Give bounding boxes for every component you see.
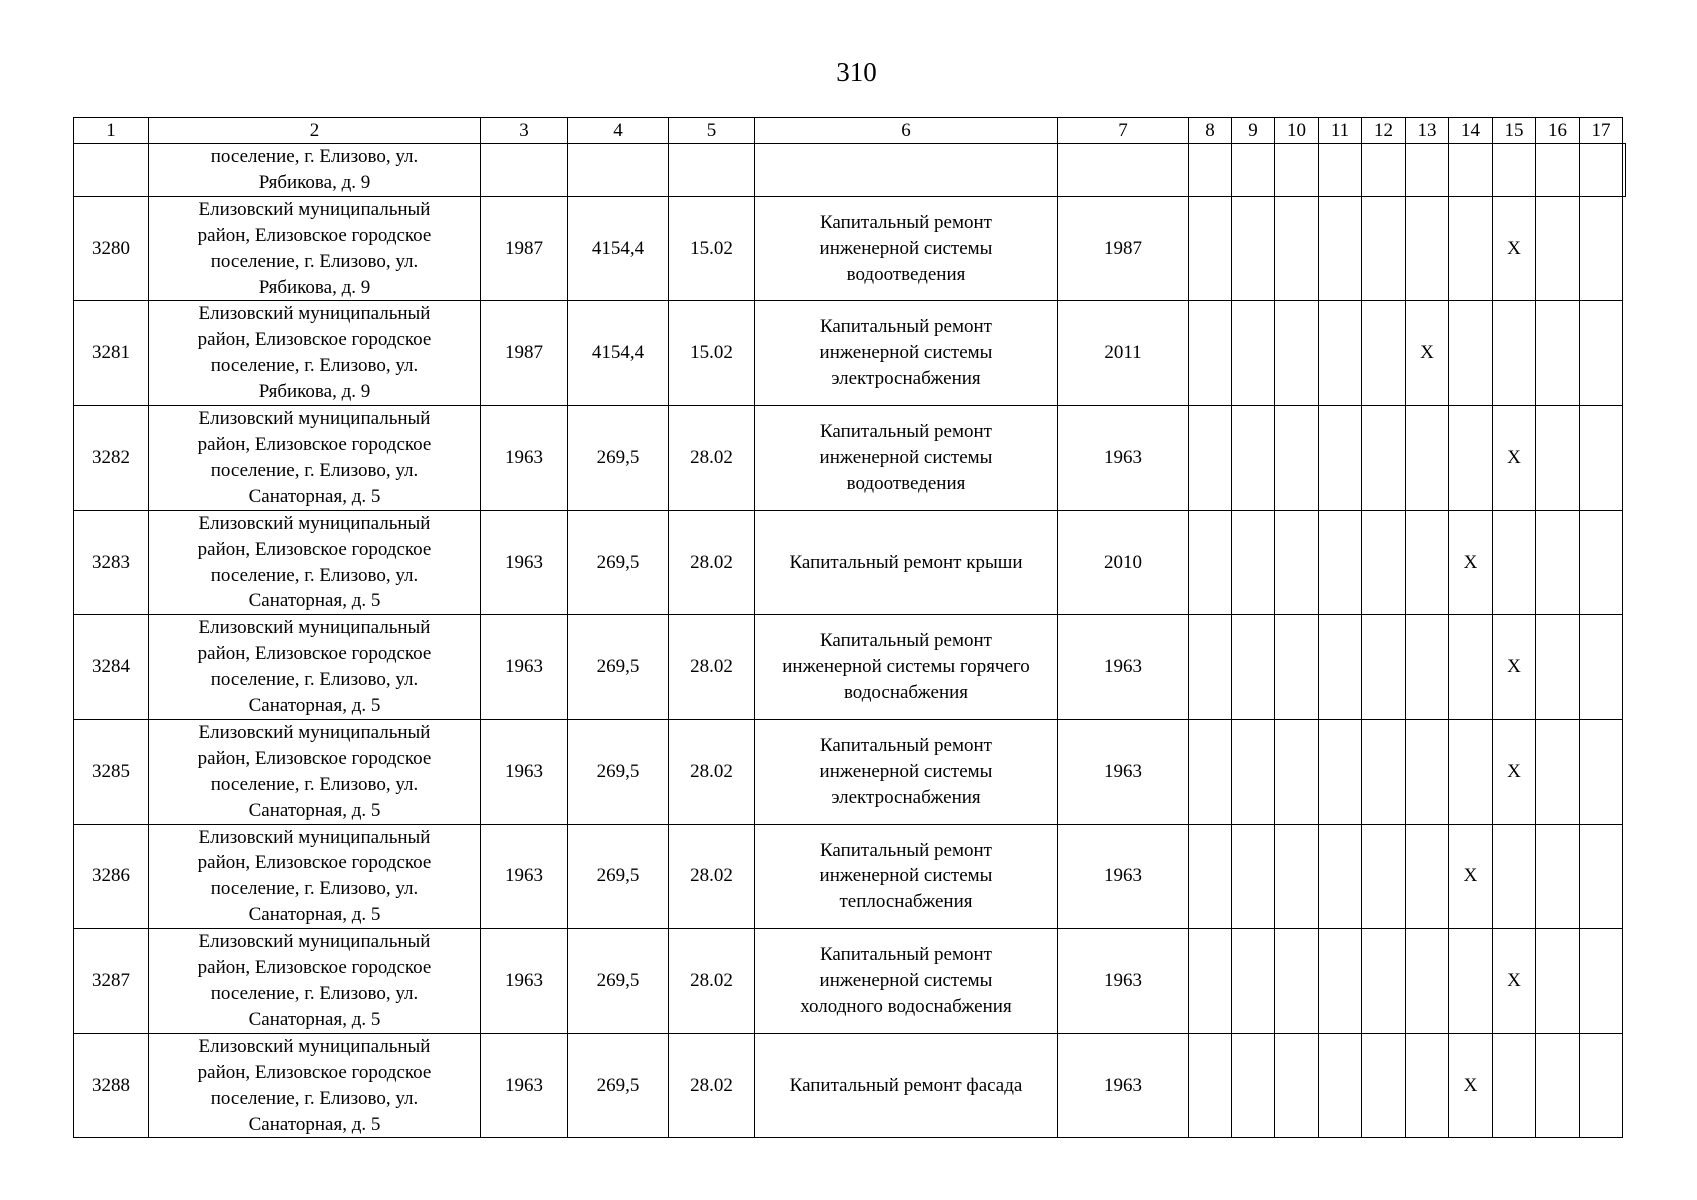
- column-header-cell: 16: [1536, 118, 1580, 144]
- empty-cell: [1493, 144, 1536, 197]
- code-cell: 15.02: [669, 196, 755, 301]
- empty-cell: [1232, 1033, 1275, 1138]
- year-built-cell: 1963: [481, 929, 568, 1034]
- address-line: Санаторная, д. 5: [248, 904, 381, 926]
- empty-cell: [1362, 824, 1406, 929]
- empty-cell: [1449, 196, 1493, 301]
- address-line: район, Елизовское городское: [197, 747, 432, 769]
- empty-cell: [1189, 1033, 1232, 1138]
- empty-cell: [1319, 406, 1362, 511]
- address-line: поселение, г. Елизово, ул.: [210, 146, 419, 167]
- year-cell: 1987: [1058, 196, 1189, 301]
- empty-cell: [755, 144, 1058, 197]
- work-type-cell: [755, 615, 1058, 720]
- empty-cell: [1449, 929, 1493, 1034]
- empty-cell: [1536, 824, 1580, 929]
- address-line: район, Елизовское городское: [197, 224, 432, 246]
- row-number-cell: 3283: [74, 510, 149, 615]
- empty-cell: [1536, 196, 1580, 301]
- work-type-cell: [755, 1033, 1058, 1138]
- address-cell: [149, 144, 481, 197]
- table-row: [74, 406, 1626, 511]
- work-type-line: Капитальный ремонт: [819, 630, 992, 652]
- address-line: поселение, г. Елизово, ул.: [210, 1087, 419, 1109]
- address-line: Санаторная, д. 5: [248, 695, 381, 717]
- empty-cell: [1232, 615, 1275, 720]
- empty-cell: [1275, 144, 1319, 197]
- empty-cell: [1275, 719, 1319, 824]
- work-type-cell: [755, 719, 1058, 824]
- empty-cell: [1536, 144, 1580, 197]
- empty-cell: [1319, 615, 1362, 720]
- empty-cell: [1319, 196, 1362, 301]
- year-built-cell: 1987: [481, 196, 568, 301]
- work-type-line: водоотведения: [846, 472, 966, 494]
- area-cell: 4154,4: [568, 196, 669, 301]
- empty-cell: [1493, 510, 1536, 615]
- empty-cell: [1362, 929, 1406, 1034]
- column-header-cell: 3: [481, 118, 568, 144]
- address-line: поселение, г. Елизово, ул.: [210, 669, 419, 691]
- work-type-line: холодного водоснабжения: [800, 995, 1012, 1017]
- empty-cell: [1319, 144, 1362, 197]
- column-header-cell: 9: [1232, 118, 1275, 144]
- address-line: поселение, г. Елизово, ул.: [210, 459, 419, 481]
- empty-cell: [1536, 510, 1580, 615]
- empty-cell: [1406, 144, 1449, 197]
- address-line: Елизовский муниципальный: [198, 617, 431, 639]
- row-number-cell: 3286: [74, 824, 149, 929]
- empty-cell: [1580, 615, 1623, 720]
- work-type-line: Капитальный ремонт: [819, 734, 992, 756]
- area-cell: 269,5: [568, 510, 669, 615]
- column-header-cell: 8: [1189, 118, 1232, 144]
- work-type-line: Капитальный ремонт: [819, 421, 992, 443]
- year-cell: 2011: [1058, 301, 1189, 406]
- work-type-line: инженерной системы горячего: [782, 656, 1030, 678]
- address-cell: [149, 824, 481, 929]
- empty-cell: [669, 144, 755, 197]
- x-mark-cell: X: [1449, 510, 1493, 615]
- address-line: Санаторная, д. 5: [248, 1008, 381, 1030]
- year-cell: 1963: [1058, 406, 1189, 511]
- empty-cell: [1493, 301, 1536, 406]
- empty-cell: [1319, 824, 1362, 929]
- work-type-cell: [755, 301, 1058, 406]
- row-number-cell: 3287: [74, 929, 149, 1034]
- empty-cell: [1189, 719, 1232, 824]
- empty-cell: [1319, 301, 1362, 406]
- empty-cell: [1362, 1033, 1406, 1138]
- address-line: Рябикова, д. 9: [258, 171, 371, 193]
- empty-cell: [1536, 719, 1580, 824]
- column-header-cell: 2: [149, 118, 481, 144]
- work-type-cell: [755, 196, 1058, 301]
- empty-cell: [1275, 301, 1319, 406]
- address-cell: [149, 719, 481, 824]
- year-cell: 1963: [1058, 824, 1189, 929]
- page-number: 310: [836, 57, 877, 87]
- work-type-line: Капитальный ремонт: [819, 839, 992, 861]
- address-line: Рябикова, д. 9: [258, 276, 371, 298]
- empty-cell: [1493, 1033, 1536, 1138]
- empty-cell: [1580, 196, 1623, 301]
- empty-cell: [1189, 144, 1232, 197]
- work-type-line: инженерной системы: [819, 237, 993, 259]
- address-cell: [149, 510, 481, 615]
- address-line: Елизовский муниципальный: [198, 198, 431, 220]
- address-cell: [149, 406, 481, 511]
- empty-cell: [1319, 929, 1362, 1034]
- empty-cell: [1319, 719, 1362, 824]
- x-mark-cell: X: [1493, 719, 1536, 824]
- empty-cell: [1536, 301, 1580, 406]
- year-built-cell: 1963: [481, 615, 568, 720]
- column-header-cell: 12: [1362, 118, 1406, 144]
- address-cell: [149, 196, 481, 301]
- column-header-cell: 4: [568, 118, 669, 144]
- column-number-header: [74, 118, 1626, 144]
- address-line: поселение, г. Елизово, ул.: [210, 564, 419, 586]
- empty-cell: [1580, 929, 1623, 1034]
- x-mark-cell: X: [1493, 406, 1536, 511]
- address-line: Елизовский муниципальный: [198, 512, 431, 534]
- empty-cell: [1362, 719, 1406, 824]
- address-line: поселение, г. Елизово, ул.: [210, 250, 419, 272]
- empty-cell: [1232, 196, 1275, 301]
- x-mark-cell: X: [1493, 929, 1536, 1034]
- year-built-cell: 1963: [481, 1033, 568, 1138]
- work-type-line: инженерной системы: [819, 342, 993, 364]
- empty-cell: [1319, 510, 1362, 615]
- table-row: [74, 301, 1626, 406]
- area-cell: 269,5: [568, 824, 669, 929]
- empty-cell: [1449, 719, 1493, 824]
- empty-cell: [1232, 510, 1275, 615]
- address-line: район, Елизовское городское: [197, 329, 432, 351]
- empty-cell: [1189, 406, 1232, 511]
- row-number-cell: 3285: [74, 719, 149, 824]
- year-cell: 1963: [1058, 615, 1189, 720]
- column-header-cell: 6: [755, 118, 1058, 144]
- area-cell: 269,5: [568, 719, 669, 824]
- empty-cell: [1449, 615, 1493, 720]
- empty-cell: [1449, 406, 1493, 511]
- address-cell: [149, 615, 481, 720]
- column-header-cell: 14: [1449, 118, 1493, 144]
- empty-cell: [1406, 1033, 1449, 1138]
- table-row: [74, 929, 1626, 1034]
- table-row: [74, 615, 1626, 720]
- work-type-line: инженерной системы: [819, 865, 993, 887]
- work-type-line: водоотведения: [846, 263, 966, 285]
- empty-cell: [1232, 929, 1275, 1034]
- table-row: [74, 824, 1626, 929]
- empty-cell: [1232, 144, 1275, 197]
- work-type-line: Капитальный ремонт: [819, 944, 992, 966]
- empty-cell: [1580, 824, 1623, 929]
- row-number-cell: [74, 144, 149, 197]
- code-cell: 28.02: [669, 615, 755, 720]
- empty-cell: [1449, 301, 1493, 406]
- empty-cell: [1536, 929, 1580, 1034]
- column-header-cell: 1: [74, 118, 149, 144]
- address-cell: [149, 301, 481, 406]
- continuation-row: [74, 144, 1626, 197]
- year-cell: 2010: [1058, 510, 1189, 615]
- row-number-cell: 3288: [74, 1033, 149, 1138]
- code-cell: 28.02: [669, 406, 755, 511]
- table-row: [74, 510, 1626, 615]
- year-cell: 1963: [1058, 1033, 1189, 1138]
- empty-cell: [1536, 406, 1580, 511]
- empty-cell: [481, 144, 568, 197]
- year-built-cell: 1963: [481, 719, 568, 824]
- year-built-cell: 1963: [481, 510, 568, 615]
- address-line: Санаторная, д. 5: [248, 485, 381, 507]
- work-type-cell: [755, 824, 1058, 929]
- empty-cell: [1275, 1033, 1319, 1138]
- address-line: Елизовский муниципальный: [198, 826, 431, 848]
- year-built-cell: 1963: [481, 406, 568, 511]
- table-row: [74, 196, 1626, 301]
- area-cell: 269,5: [568, 406, 669, 511]
- x-mark-cell: X: [1449, 824, 1493, 929]
- address-line: поселение, г. Елизово, ул.: [210, 983, 419, 1004]
- column-header-cell: 13: [1406, 118, 1449, 144]
- work-type-line: теплоснабжения: [839, 891, 973, 913]
- empty-cell: [1189, 929, 1232, 1034]
- work-type-line: электроснабжения: [831, 368, 981, 390]
- empty-cell: [1406, 406, 1449, 511]
- empty-cell: [1580, 406, 1623, 511]
- column-header-cell: 10: [1275, 118, 1319, 144]
- area-cell: 4154,4: [568, 301, 669, 406]
- row-number-cell: 3281: [74, 301, 149, 406]
- year-built-cell: 1963: [481, 824, 568, 929]
- address-line: район, Елизовское городское: [197, 852, 432, 874]
- empty-cell: [1580, 301, 1623, 406]
- row-number-cell: 3282: [74, 406, 149, 511]
- empty-cell: [568, 144, 669, 197]
- address-line: поселение, г. Елизово, ул.: [210, 878, 419, 900]
- address-line: район, Елизовское городское: [197, 643, 432, 665]
- empty-cell: [1580, 144, 1623, 197]
- column-header-cell: 7: [1058, 118, 1189, 144]
- empty-cell: [1406, 929, 1449, 1034]
- year-cell: 1963: [1058, 929, 1189, 1034]
- address-line: поселение, г. Елизово, ул.: [210, 773, 419, 795]
- code-cell: 28.02: [669, 510, 755, 615]
- address-line: Санаторная, д. 5: [248, 799, 381, 821]
- empty-cell: [1406, 510, 1449, 615]
- address-line: Елизовский муниципальный: [198, 931, 431, 953]
- empty-cell: [1189, 196, 1232, 301]
- column-header-cell: 15: [1493, 118, 1536, 144]
- empty-cell: [1493, 824, 1536, 929]
- year-built-cell: 1987: [481, 301, 568, 406]
- empty-cell: [1275, 196, 1319, 301]
- empty-cell: [1232, 719, 1275, 824]
- work-type-line: инженерной системы: [819, 760, 993, 782]
- empty-cell: [1275, 929, 1319, 1034]
- work-type-line: Капитальный ремонт крыши: [789, 551, 1023, 573]
- row-number-cell: 3284: [74, 615, 149, 720]
- work-type-cell: [755, 406, 1058, 511]
- work-type-line: электроснабжения: [831, 786, 981, 808]
- area-cell: 269,5: [568, 929, 669, 1034]
- row-number-cell: 3280: [74, 196, 149, 301]
- column-header-cell: 11: [1319, 118, 1362, 144]
- table-row: [74, 719, 1626, 824]
- area-cell: 269,5: [568, 615, 669, 720]
- x-mark-cell: X: [1493, 196, 1536, 301]
- address-line: район, Елизовское городское: [197, 1061, 432, 1083]
- work-type-line: Капитальный ремонт: [819, 211, 992, 233]
- table-row: [74, 1033, 1626, 1138]
- empty-cell: [1536, 615, 1580, 720]
- empty-cell: [1406, 824, 1449, 929]
- empty-cell: [1275, 824, 1319, 929]
- empty-cell: [1275, 615, 1319, 720]
- work-type-line: Капитальный ремонт фасада: [789, 1074, 1023, 1096]
- empty-cell: [1362, 615, 1406, 720]
- address-line: Елизовский муниципальный: [198, 303, 431, 325]
- empty-cell: [1362, 196, 1406, 301]
- empty-cell: [1580, 1033, 1623, 1138]
- empty-cell: [1406, 615, 1449, 720]
- empty-cell: [1232, 406, 1275, 511]
- work-type-cell: [755, 929, 1058, 1034]
- address-line: Елизовский муниципальный: [198, 1035, 431, 1057]
- empty-cell: [1232, 301, 1275, 406]
- empty-cell: [1189, 510, 1232, 615]
- empty-cell: [1449, 144, 1493, 197]
- year-cell: 1963: [1058, 719, 1189, 824]
- address-line: Елизовский муниципальный: [198, 721, 431, 743]
- code-cell: 28.02: [669, 719, 755, 824]
- table-body: [74, 118, 1626, 1138]
- empty-cell: [1406, 196, 1449, 301]
- address-line: Елизовский муниципальный: [198, 408, 431, 430]
- area-cell: 269,5: [568, 1033, 669, 1138]
- address-line: район, Елизовское городское: [197, 433, 432, 455]
- repair-registry-table: [73, 117, 1626, 1138]
- empty-cell: [1362, 510, 1406, 615]
- x-mark-cell: X: [1493, 615, 1536, 720]
- x-mark-cell: X: [1449, 1033, 1493, 1138]
- x-mark-cell: X: [1406, 301, 1449, 406]
- address-line: район, Елизовское городское: [197, 957, 432, 979]
- work-type-line: водоснабжения: [843, 682, 969, 704]
- address-cell: [149, 1033, 481, 1138]
- column-header-cell: 5: [669, 118, 755, 144]
- empty-cell: [1580, 719, 1623, 824]
- empty-cell: [1536, 1033, 1580, 1138]
- code-cell: 28.02: [669, 824, 755, 929]
- empty-cell: [1362, 301, 1406, 406]
- address-line: район, Елизовское городское: [197, 538, 432, 560]
- address-cell: [149, 929, 481, 1034]
- empty-cell: [1319, 1033, 1362, 1138]
- code-cell: 15.02: [669, 301, 755, 406]
- address-line: Санаторная, д. 5: [248, 1113, 381, 1135]
- code-cell: 28.02: [669, 1033, 755, 1138]
- empty-cell: [1623, 144, 1626, 197]
- address-line: Рябикова, д. 9: [258, 381, 371, 403]
- empty-cell: [1406, 719, 1449, 824]
- empty-cell: [1362, 144, 1406, 197]
- work-type-line: инженерной системы: [819, 446, 993, 468]
- empty-cell: [1362, 406, 1406, 511]
- empty-cell: [1275, 406, 1319, 511]
- empty-cell: [1189, 615, 1232, 720]
- work-type-line: Капитальный ремонт: [819, 316, 992, 338]
- empty-cell: [1058, 144, 1189, 197]
- column-header-cell: 17: [1580, 118, 1623, 144]
- address-line: поселение, г. Елизово, ул.: [210, 355, 419, 377]
- address-line: Санаторная, д. 5: [248, 590, 381, 612]
- code-cell: 28.02: [669, 929, 755, 1034]
- work-type-cell: [755, 510, 1058, 615]
- empty-cell: [1275, 510, 1319, 615]
- empty-cell: [1232, 824, 1275, 929]
- empty-cell: [1189, 301, 1232, 406]
- work-type-line: инженерной системы: [819, 970, 993, 992]
- empty-cell: [1189, 824, 1232, 929]
- empty-cell: [1580, 510, 1623, 615]
